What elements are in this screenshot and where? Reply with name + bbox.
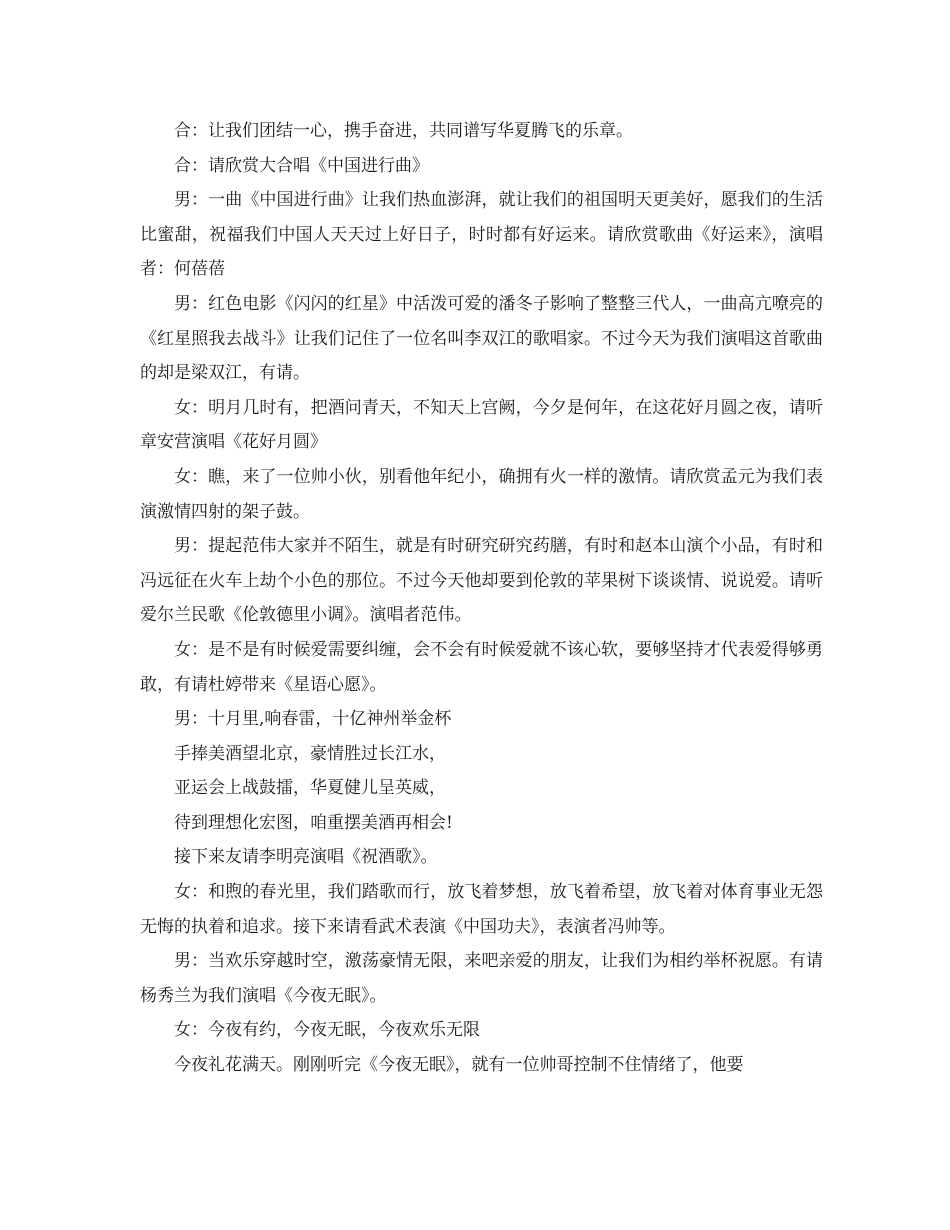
verse-line: 亚运会上战鼓擂，华夏健儿呈英威， xyxy=(174,778,446,799)
document-body xyxy=(140,114,823,1083)
paragraph: 女：明月几时有，把酒问青天，不知天上宫阙，今夕是何年，在这花好月圆之夜，请听章安营演唱《花好月圆》 xyxy=(140,397,823,453)
paragraph: 男：红色电影《闪闪的红星》中活泼可爱的潘冬子影响了整整三代人，一曲高亢嘹亮的《红星照我去战斗》让我们记住了一位名叫李双江的歌唱家。不过今天为我们演唱这首歌曲的却是梁双江，有请。 xyxy=(140,293,823,384)
verse-line: 手捧美酒望北京，豪情胜过长江水， xyxy=(174,743,446,764)
paragraph: 合：让我们团结一心，携手奋进，共同谱写华夏腾飞的乐章。 xyxy=(174,121,633,141)
paragraph: 女：瞧，来了一位帅小伙，别看他年纪小，确拥有火一样的激情。请欣赏孟元为我们表演激情四射的架子鼓。 xyxy=(140,466,823,522)
paragraph: 女：是不是有时候爱需要纠缠，会不会有时候爱就不该心软，要够坚持才代表爱得够勇敢，有请杜婷带来《星语心愿》。 xyxy=(140,639,823,695)
paragraph: 男：当欢乐穿越时空，激荡豪情无限，来吧亲爱的朋友，让我们为相约举杯祝愿。有请杨秀兰为我们演唱《今夜无眠》。 xyxy=(140,951,823,1006)
verse-line: 待到理想化宏图，咱重摆美酒再相会! xyxy=(174,812,453,833)
paragraph: 女：今夜有约，今夜无眠，今夜欢乐无限 xyxy=(174,1020,480,1041)
paragraph: 男：提起范伟大家并不陌生，就是有时研究研究药膳，有时和赵本山演个小品，有时和冯远征在火车上劫个小色的那位。不过今天他却要到伦敦的苹果树下谈谈情、说说爱。请听爱尔兰民歌《伦敦德里小调》。演唱者范伟。 xyxy=(140,536,823,626)
verse-line: 今夜礼花满天。刚刚听完《今夜无眠》，就有一位帅哥控制不住情绪了，他要 xyxy=(174,1055,744,1076)
paragraph: 男：一曲《中国进行曲》让我们热血澎湃，就让我们的祖国明天更美好，愿我们的生活比蜜甜，祝福我们中国人天天过上好日子，时时都有好运来。请欣赏歌曲《好运来》，演唱者：何蓓蓓 xyxy=(140,190,823,280)
verse-line: 接下来友请李明亮演唱《祝酒歌》。 xyxy=(174,847,438,868)
paragraph: 女：和煦的春光里，我们踏歌而行，放飞着梦想，放飞着希望，放飞着对体育事业无怨无悔的执着和追求。接下来请看武术表演《中国功夫》，表演者冯帅等。 xyxy=(140,882,823,937)
paragraph: 男：十月里,响春雷，十亿神州举金杯 xyxy=(174,709,452,730)
paragraph: 合：请欣赏大合唱《中国进行曲》 xyxy=(174,155,429,176)
